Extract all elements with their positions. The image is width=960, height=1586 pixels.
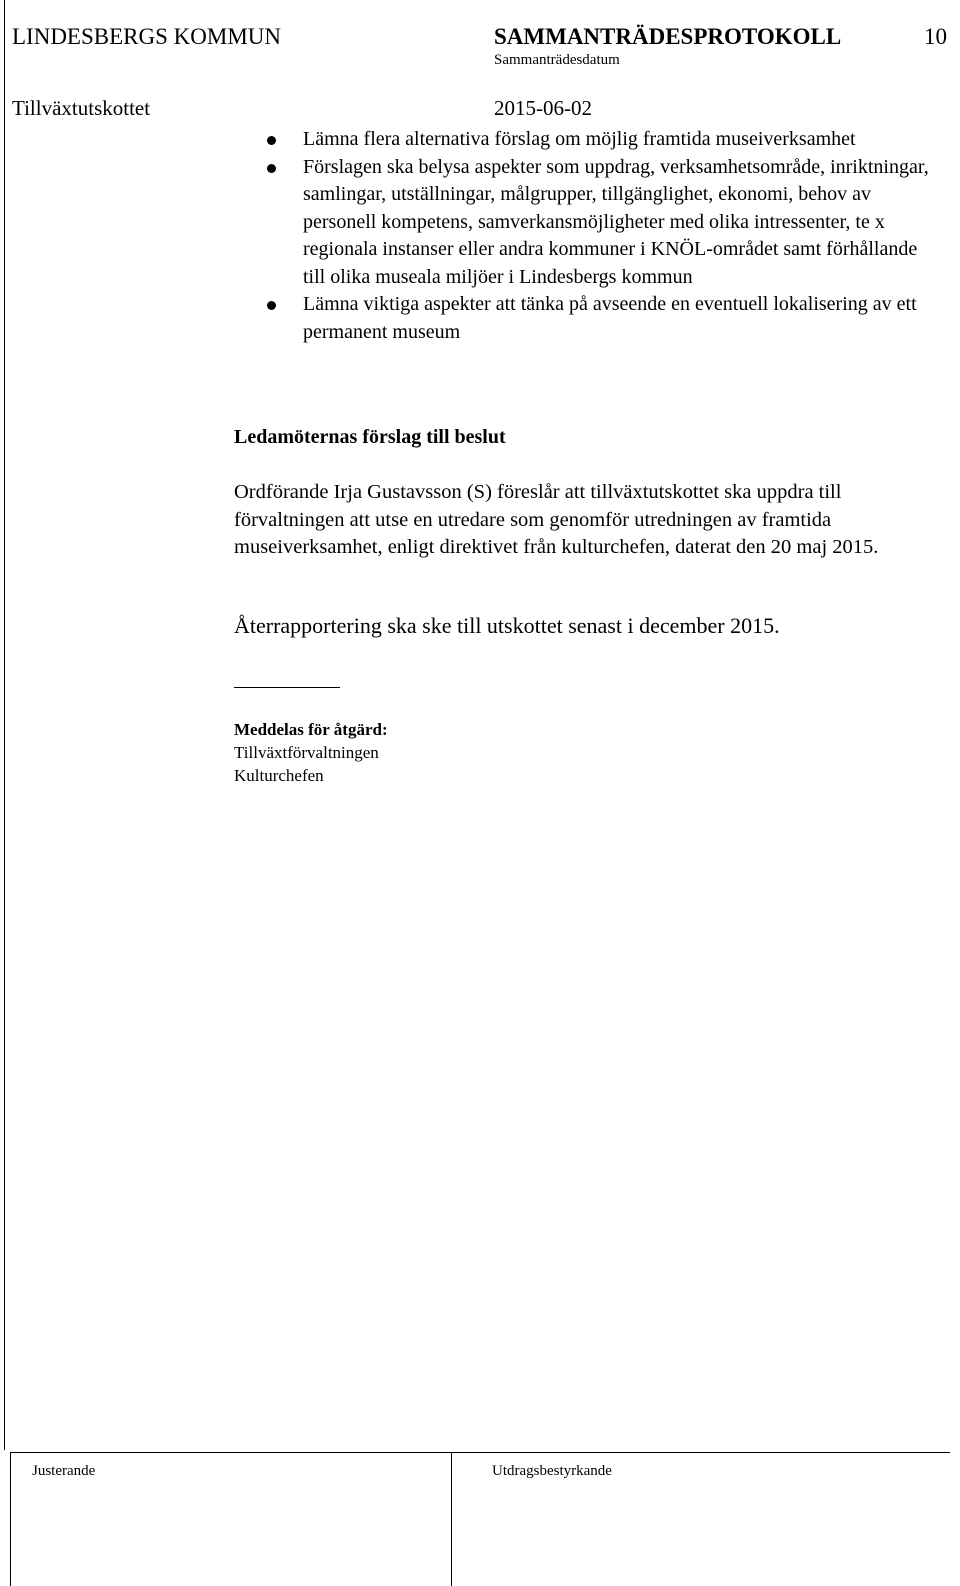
footer-top-line [10,1452,950,1453]
reporting-paragraph: Återrapportering ska ske till utskottet senast i december 2015. [234,613,780,638]
page-number: 10 [924,24,947,49]
committee-name: Tillväxtutskottet [12,96,151,120]
proposal-heading: Ledamöternas förslag till beslut [234,426,506,448]
bullet-text: Lämna flera alternativa förslag om möjlig framtida museiverksamhet [303,128,856,150]
notice-recipient: Kulturchefen [234,766,324,785]
section-separator [234,687,340,688]
extract-verification-label: Utdragsbestyrkande [492,1463,612,1479]
municipality-name: LINDESBERGS KOMMUN [12,24,281,49]
list-item [234,154,934,292]
bullet-icon [267,136,276,145]
bullet-text: Lämna viktiga aspekter att tänka på avseende en eventuell lokalisering av ett permanent museum [303,293,917,343]
document-type: SAMMANTRÄDESPROTOKOLL [494,24,842,49]
bullet-icon [267,301,276,310]
bullet-icon [267,164,276,173]
directive-bullet-list [234,126,934,346]
bullet-text: Förslagen ska belysa aspekter som uppdrag, verksamhetsområde, inriktningar, samlingar, utställningar, målgrupper, tillgänglighet, ekonomi, behov av personell kompetens, samverkansmöjligheter med olika intressenter, te x regionala instanser eller andra kommuner i KNÖL-området samt förhållande till olika museala miljöer i Lindesbergs kommun [303,155,929,288]
proposal-paragraph: Ordförande Irja Gustavsson (S) föreslår att tillväxtutskottet ska uppdra till förvaltningen att utse en utredare som genomför utredningen av framtida museiverksamhet, enligt direktivet från kulturchefen, daterat den 20 maj 2015. [234,481,879,558]
adjuster-label: Justerande [32,1463,96,1479]
meeting-date: 2015-06-02 [494,96,592,120]
list-item [234,126,934,154]
left-border-line [4,0,5,1450]
footer-left-line [10,1452,11,1586]
notice-recipient: Tillväxtförvaltningen [234,743,379,762]
notice-heading: Meddelas för åtgärd: [234,720,388,739]
list-item [234,291,934,346]
meeting-date-label: Sammanträdesdatum [494,52,620,68]
footer-divider-line [451,1452,452,1586]
